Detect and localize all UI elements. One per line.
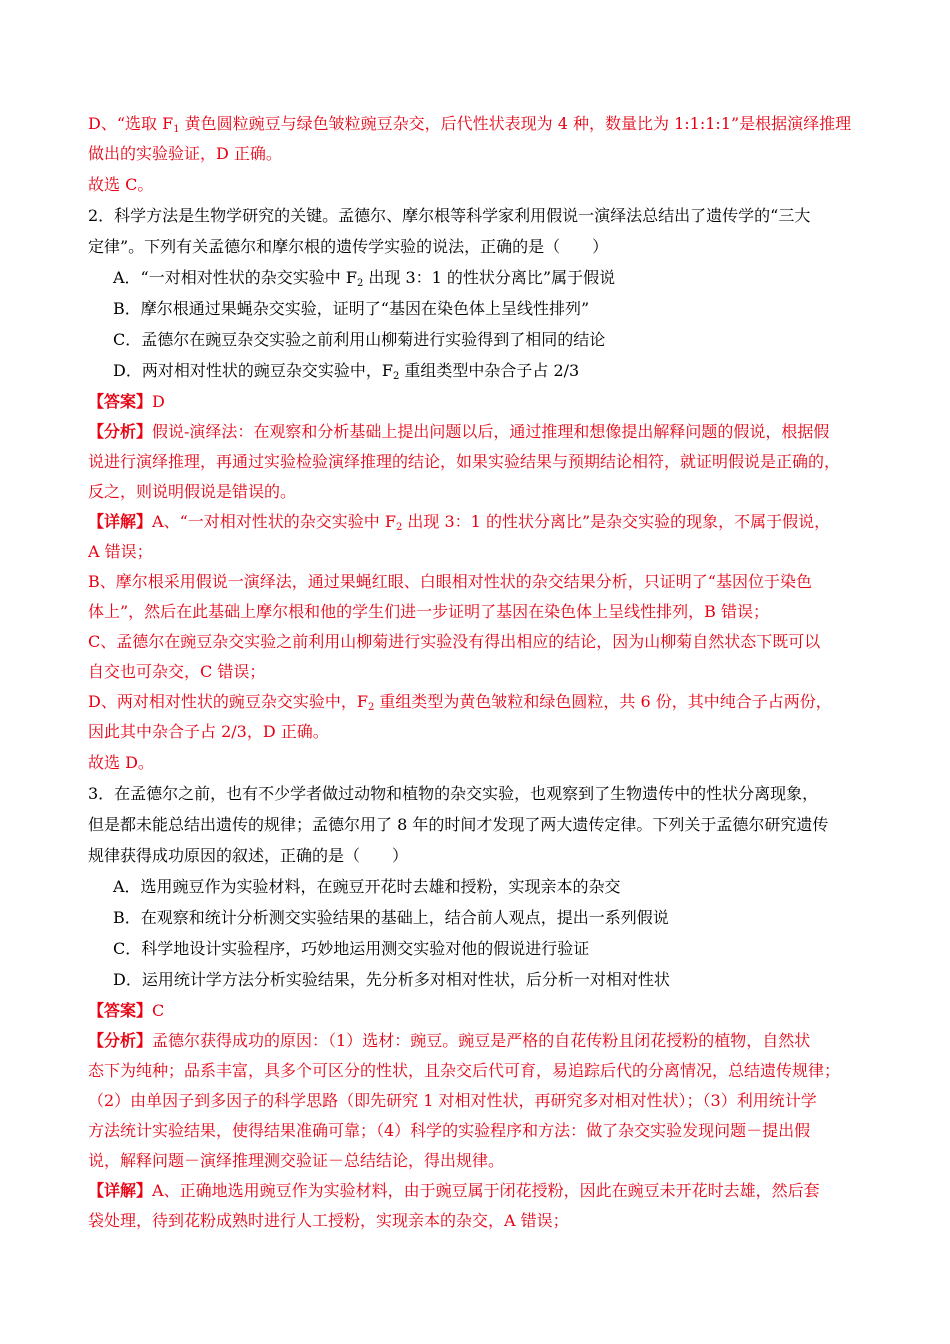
q2-detail-c-line1: C、孟德尔在豌豆杂交实验之前利用山柳菊进行实验没有得出相应的结论，因为山柳菊自然状态下既可以 <box>88 632 821 651</box>
q3-analysis-line4: 方法统计实验结果，使得结果准确可靠；（4）科学的实验程序和方法：做了杂交实验发现问题－提出假 <box>88 1121 811 1140</box>
q2-detail-d-line2: 因此其中杂合子占 2/3，D 正确。 <box>88 722 329 741</box>
q2-option-c: C．孟德尔在豌豆杂交实验之前利用山柳菊进行实验得到了相同的结论 <box>113 330 606 349</box>
q3-stem-line1: 3．在孟德尔之前，也有不少学者做过动物和植物的杂交实验，也观察到了生物遗传中的性状分离现象， <box>88 784 819 803</box>
q3-stem-line3: 规律获得成功原因的叙述，正确的是（ ） <box>88 846 409 865</box>
q2-stem-line2: 定律”。下列有关孟德尔和摩尔根的遗传学实验的说法，正确的是（ ） <box>88 237 609 256</box>
q3-analysis-line1: 【分析】孟德尔获得成功的原因：（1）选材：豌豆。豌豆是严格的自花传粉且闭花授粉的植物，自然状 <box>88 1031 811 1050</box>
answer-tag: 【答案】 <box>88 1001 153 1020</box>
q2-detail-c-line2: 自交也可杂交，C 错误； <box>88 662 266 681</box>
q2-detail-d-line1: D、两对相对性状的豌豆杂交实验中，$F_2$ 重组类型为黄色皱粒和绿色圆粒，共 6 份，其中纯合子占两份， <box>88 692 832 713</box>
q2-analysis-line3: 反之，则说明假说是错误的。 <box>88 482 297 501</box>
q2-detail-b-line1: B、摩尔根采用假说一演绎法，通过果蝇红眼、白眼相对性状的杂交结果分析，只证明了“基因位于染色 <box>88 572 812 591</box>
q2-conclusion: 故选 D。 <box>88 753 154 772</box>
q2-stem-line1: 2．科学方法是生物学研究的关键。孟德尔、摩尔根等科学家利用假说一演绎法总结出了遗传学的“三大 <box>88 206 811 225</box>
q3-answer: 【答案】C <box>88 1001 165 1020</box>
answer-tag: 【答案】 <box>88 392 153 411</box>
q3-analysis-line3: （2）由单因子到多因子的科学思路（即先研究 1 对相对性状，再研究多对相对性状）；（3）利用统计学 <box>88 1091 817 1110</box>
q2-detail-a-line1: 【详解】A、“一对相对性状的杂交实验中 $F_2$ 出现 3：1 的性状分离比”是杂交实验的现象，不属于假说， <box>88 512 831 533</box>
q2-detail-b-line2: 体上”，然后在此基础上摩尔根和他的学生们进一步证明了基因在染色体上呈线性排列，B 错误； <box>88 602 770 621</box>
q3-analysis-line2: 态下为纯种；品系丰富，具多个可区分的性状，且杂交后代可育，易追踪后代的分离情况，总结遗传规律； <box>88 1061 841 1080</box>
q3-option-c: C．科学地设计实验程序，巧妙地运用测交实验对他的假说进行验证 <box>113 939 590 958</box>
q3-analysis-line5: 说，解释问题－演绎推理测交验证－总结结论，得出规律。 <box>88 1151 505 1170</box>
q3-option-d: D．运用统计学方法分析实验结果，先分析多对相对性状，后分析一对相对性状 <box>113 970 670 989</box>
q2-option-a: A．“一对相对性状的杂交实验中 $F_2$ 出现 3：1 的性状分离比”属于假说 <box>113 268 616 289</box>
prev-detail-d-line2: 做出的实验验证，D 正确。 <box>88 144 282 163</box>
detail-tag: 【详解】 <box>88 512 153 531</box>
analysis-tag: 【分析】 <box>88 1031 153 1050</box>
q2-answer: 【答案】D <box>88 392 165 411</box>
q3-detail-a-line1: 【详解】A、正确地选用豌豆作为实验材料，由于豌豆属于闭花授粉，因此在豌豆未开花时去雄，然后套 <box>88 1181 820 1200</box>
prev-conclusion: 故选 C。 <box>88 175 154 194</box>
analysis-tag: 【分析】 <box>88 422 153 441</box>
q2-analysis-line1: 【分析】假说-演绎法：在观察和分析基础上提出问题以后，通过推理和想像提出解释问题的假说，根据假 <box>88 422 830 441</box>
q3-option-b: B．在观察和统计分析测交实验结果的基础上，结合前人观点，提出一系列假说 <box>113 908 669 927</box>
q2-option-d: D．两对相对性状的豌豆杂交实验中，$F_2$ 重组类型中杂合子占 2/3 <box>113 361 580 382</box>
q3-stem-line2: 但是都未能总结出遗传的规律；孟德尔用了 8 年的时间才发现了两大遗传定律。下列关于孟德尔研究遗传 <box>88 815 829 834</box>
q2-option-b: B．摩尔根通过果蝇杂交实验，证明了“基因在染色体上呈线性排列” <box>113 299 590 318</box>
q3-detail-a-line2: 袋处理，待到花粉成熟时进行人工授粉，实现亲本的杂交，A 错误； <box>88 1211 569 1230</box>
detail-tag: 【详解】 <box>88 1181 153 1200</box>
q3-option-a: A．选用豌豆作为实验材料，在豌豆开花时去雄和授粉，实现亲本的杂交 <box>113 877 621 896</box>
q2-analysis-line2: 说进行演绎推理，再通过实验检验演绎推理的结论，如果实验结果与预期结论相符，就证明假说是正确的， <box>88 452 841 471</box>
prev-detail-d-line1: D、“选取 $F_1$ 黄色圆粒豌豆与绿色皱粒豌豆杂交，后代性状表现为 4 种，数量比为 1:1:1:1”是根据演绎推理 <box>88 114 852 135</box>
q2-detail-a-line2: A 错误； <box>88 542 153 561</box>
